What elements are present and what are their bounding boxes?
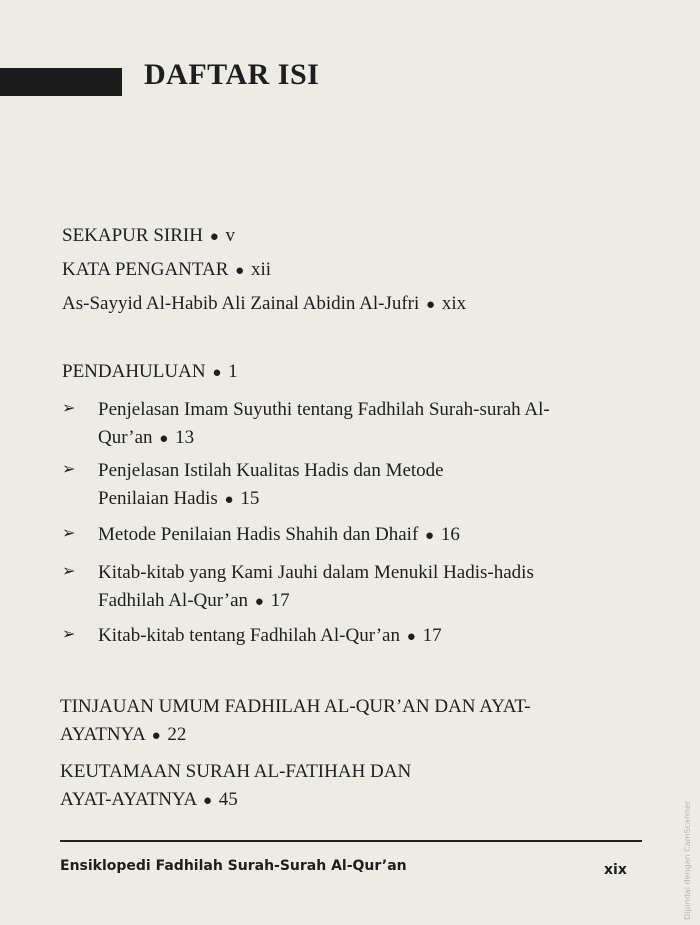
- bullet-dot-icon: ●: [224, 492, 234, 508]
- toc-entry-text: AYATNYA: [60, 724, 145, 745]
- footer-page-number: xix: [604, 862, 627, 878]
- toc-entry-text: Penilaian Hadis: [98, 488, 218, 509]
- bullet-dot-icon: ●: [202, 793, 213, 809]
- toc-entry-habib: [62, 294, 466, 313]
- arrow-bullet-icon: ➢: [62, 563, 76, 580]
- toc-entry-page: xii: [250, 259, 272, 280]
- toc-entry-sekapur-sirih: [62, 226, 235, 245]
- toc-entry-text: Qur’an: [98, 427, 153, 448]
- toc-item-line: Penjelasan Imam Suyuthi tentang Fadhilah Surah-surah Al-: [98, 399, 550, 420]
- bullet-dot-icon: ●: [254, 594, 264, 610]
- page-title: DAFTAR ISI: [144, 58, 320, 91]
- toc-entry-page: v: [225, 225, 236, 246]
- toc-entry-kata-pengantar: [62, 260, 271, 279]
- toc-main-line: KEUTAMAAN SURAH AL-FATIHAH DAN: [60, 761, 412, 782]
- toc-entry-text: Metode Penilaian Hadis Shahih dan Dhaif: [98, 524, 419, 545]
- toc-entry-page: 22: [167, 724, 187, 745]
- bullet-dot-icon: ●: [212, 365, 222, 381]
- toc-item-line: Kitab-kitab yang Kami Jauhi dalam Menukil Hadis-hadis: [98, 562, 534, 583]
- arrow-bullet-icon: ➢: [62, 626, 76, 643]
- toc-main-line: [60, 790, 238, 809]
- toc-main-line: [60, 725, 186, 744]
- toc-entry-page: 17: [270, 590, 290, 611]
- watermark-text: Dipindai dengan CamScanner: [683, 800, 692, 920]
- arrow-bullet-icon: ➢: [62, 525, 76, 542]
- toc-entry-text: SEKAPUR SIRIH: [62, 225, 203, 246]
- toc-entry-page: 1: [228, 361, 238, 382]
- toc-entry-page: 13: [175, 427, 195, 448]
- toc-entry-text: Kitab-kitab tentang Fadhilah Al-Qur’an: [98, 625, 400, 646]
- toc-item-line: [98, 591, 290, 610]
- toc-entry-page: 17: [422, 625, 442, 646]
- footer-book-title: Ensiklopedi Fadhilah Surah-Surah Al-Qur’an: [60, 858, 407, 874]
- toc-entry-text: AYAT-AYATNYA: [60, 789, 197, 810]
- bullet-dot-icon: ●: [209, 229, 219, 245]
- toc-entry-text: PENDAHULUAN: [62, 361, 206, 382]
- toc-entry-text: As-Sayyid Al-Habib Ali Zainal Abidin Al-Jufri: [62, 293, 420, 314]
- toc-entry-page: xix: [441, 293, 467, 314]
- toc-entry-text: KATA PENGANTAR: [62, 259, 229, 280]
- toc-entry-text: Fadhilah Al-Qur’an: [98, 590, 249, 611]
- toc-item-line: [98, 525, 460, 544]
- bullet-dot-icon: ●: [425, 528, 435, 544]
- toc-entry-page: 16: [440, 524, 460, 545]
- bullet-dot-icon: ●: [151, 728, 161, 744]
- toc-item-line: [98, 626, 442, 645]
- toc-item-line: Penjelasan Istilah Kualitas Hadis dan Metode: [98, 460, 444, 481]
- arrow-bullet-icon: ➢: [62, 400, 76, 417]
- bullet-dot-icon: ●: [235, 263, 245, 279]
- bullet-dot-icon: ●: [426, 297, 436, 313]
- footer-rule: [60, 840, 642, 842]
- bullet-dot-icon: ●: [159, 431, 169, 447]
- toc-entry-page: 45: [218, 789, 238, 810]
- bullet-dot-icon: ●: [406, 629, 416, 645]
- toc-item-line: [98, 428, 194, 447]
- arrow-bullet-icon: ➢: [62, 461, 76, 478]
- camscanner-watermark: [682, 770, 696, 920]
- title-decoration-bar: [0, 68, 122, 96]
- toc-item-line: [98, 489, 259, 508]
- toc-main-line: TINJAUAN UMUM FADHILAH AL-QUR’AN DAN AYAT-: [60, 696, 531, 717]
- toc-chapter-pendahuluan: [62, 362, 238, 381]
- toc-entry-page: 15: [240, 488, 260, 509]
